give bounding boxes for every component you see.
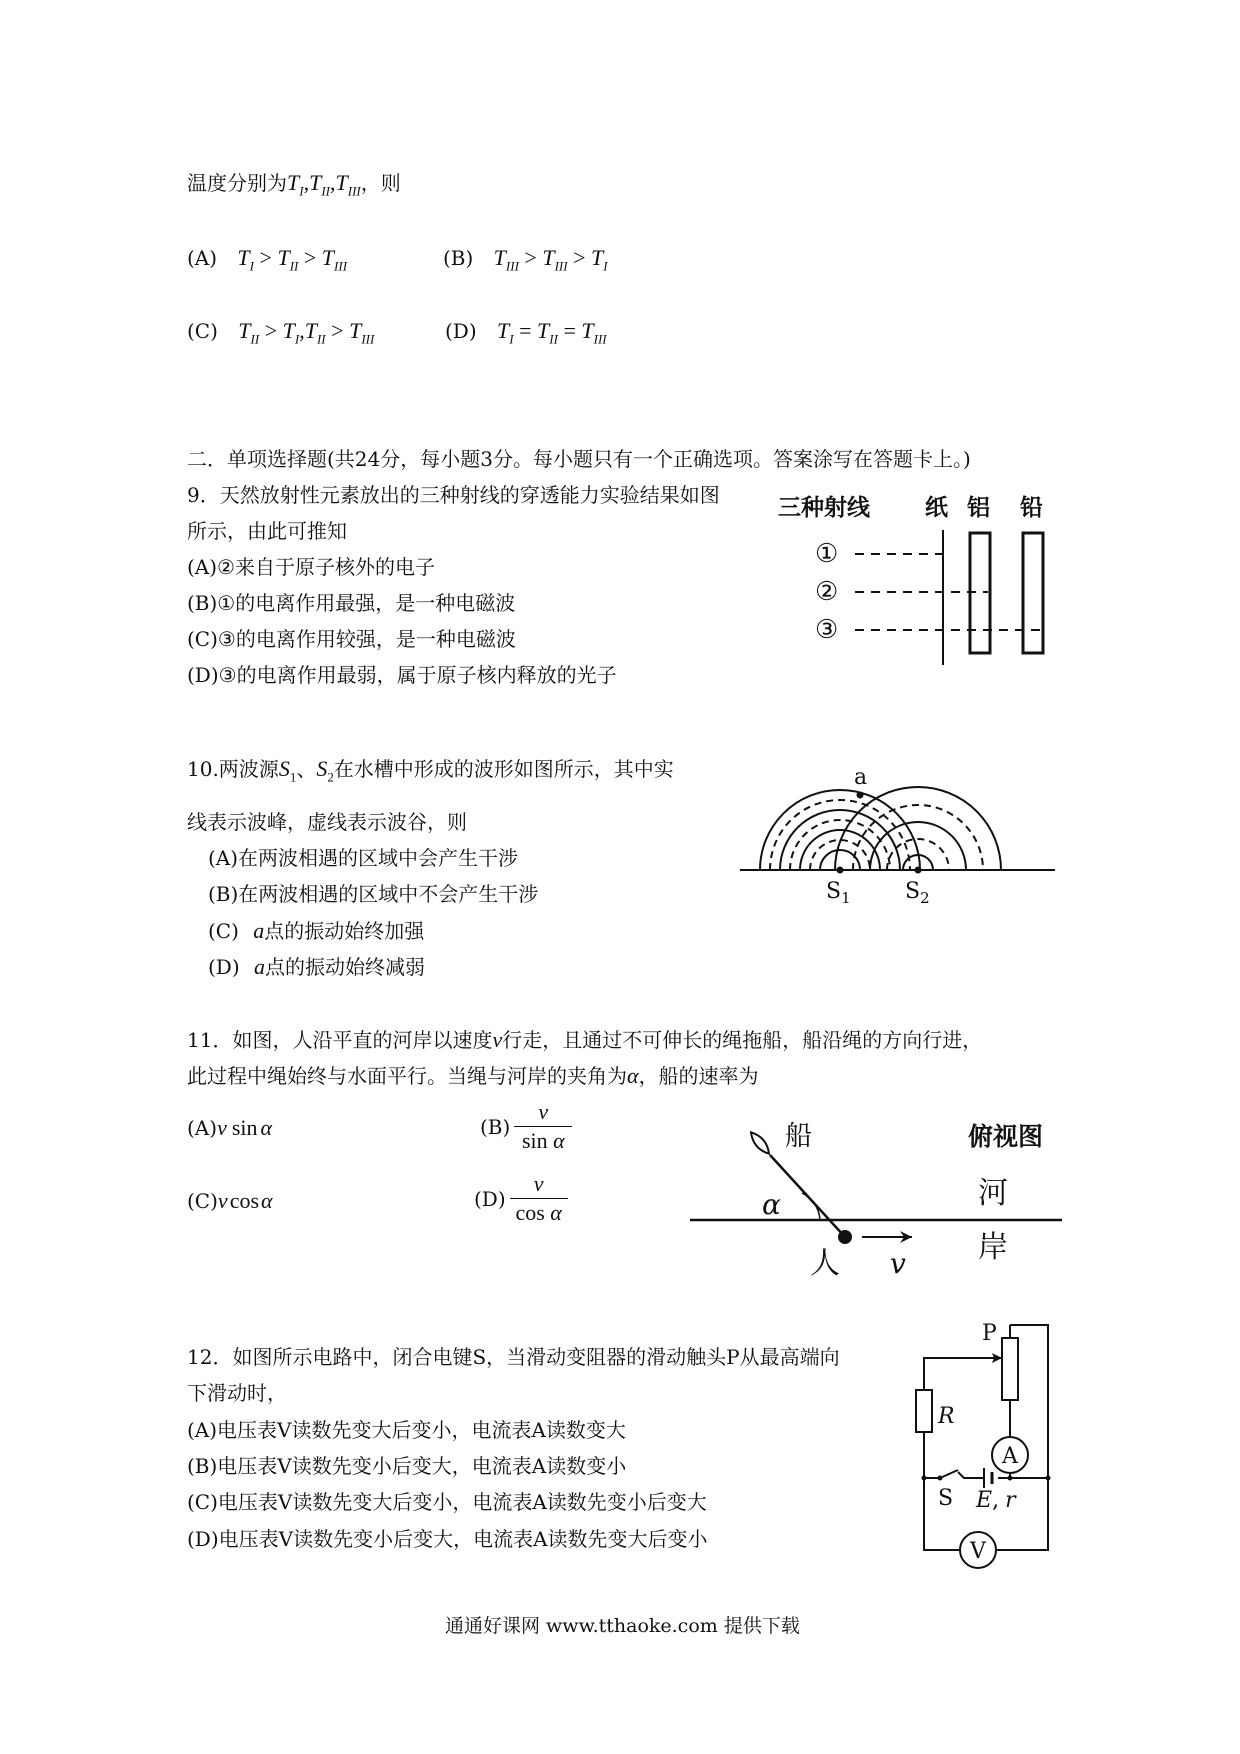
q9-fig-lead: 铅 (1020, 494, 1043, 521)
q10-option-d-label: (D) (208, 955, 240, 979)
q8-option-d-expr: $T_I = T_{II} = T_{III}$ (497, 318, 607, 347)
q11-option-b-fraction (514, 1100, 572, 1153)
q11-option-c-alpha: α (261, 1188, 273, 1213)
q10-sep: 、 (296, 757, 317, 781)
q9-line2: 所示，由此可推知 (187, 519, 347, 543)
q11-fig-river-label: 河 (978, 1176, 1008, 1211)
q12-option-b: (B)电压表V读数先变小后变大，电流表A读数变小 (187, 1454, 627, 1478)
q10-fig-waves-s1 (760, 790, 920, 870)
q10-line1-b: 在水槽中形成的波形如图所示，其中实 (333, 757, 674, 781)
q9-fig-ray3-label: ③ (815, 615, 839, 645)
q8-option-c (187, 318, 374, 347)
q12-fig-node-mid (1008, 1476, 1013, 1481)
q9-option-d: (D)③的电离作用最弱，属于原子核内释放的光子 (187, 663, 617, 687)
q11-option-d-num: v (533, 1171, 544, 1196)
q10-option-c (208, 918, 424, 944)
q9-fig-paper: 纸 (925, 494, 948, 521)
q8-stem-end: ，则 (360, 171, 401, 195)
q12-fig-label-p: P (982, 1321, 997, 1346)
q10-option-d (208, 954, 425, 980)
q11-option-c-v: v (217, 1188, 228, 1213)
q11-option-c-label: (C) (187, 1189, 218, 1213)
q11-line1-b: 行走，且通过不可伸长的绳拖船，船沿绳的方向行进， (502, 1028, 983, 1052)
q9-fig-ray2-label: ② (815, 577, 839, 607)
q9-fig-title: 三种射线 (778, 494, 870, 521)
q11-line1-a: 11．如图，人沿平直的河岸以速度 (187, 1028, 493, 1052)
q10-line1 (187, 756, 674, 785)
q11-fig-view-label: 俯视图 (968, 1122, 1044, 1151)
q11-option-d-bar (510, 1198, 568, 1199)
q11-option-a-label: (A) (187, 1116, 218, 1140)
q10-option-c-label: (C) (208, 919, 239, 943)
q9-fig-lead-plate (1023, 533, 1043, 653)
q11-fig-alpha: α (762, 1188, 781, 1221)
q12-option-d: (D)电压表V读数先变小后变大，电流表A读数先变大后变小 (187, 1527, 708, 1551)
q8-option-d-label: (D) (445, 319, 477, 343)
q11-alpha: α (627, 1063, 639, 1088)
q12-fig-switch-pivot (938, 1476, 943, 1481)
q11-v: v (492, 1027, 503, 1052)
q10-fig-s1-dot (837, 867, 844, 874)
q9-figure (770, 490, 1060, 670)
q11-fig-bank-label: 岸 (978, 1230, 1008, 1265)
q10-s2: $S_2$ (316, 756, 334, 785)
q8-option-a-expr: $T_I > T_{II} > T_{III}$ (237, 245, 348, 274)
q12-fig-ammeter-label: A (1002, 1444, 1018, 1469)
q11-option-a (187, 1115, 272, 1141)
q11-fig-boat-label: 船 (785, 1121, 812, 1152)
q8-option-c-expr: $T_{II} > T_I,T_{II} > T_{III}$ (238, 318, 375, 347)
q8-stem-t2: $T_{II}$ (309, 170, 331, 199)
q8-stem-text: 温度分别为 (187, 171, 287, 195)
q12-figure (910, 1310, 1060, 1564)
q12-fig-rheostat (1002, 1338, 1018, 1400)
q8-option-b (443, 245, 608, 274)
q10-option-d-var: a (254, 954, 265, 979)
q12-line2: 下滑动时， (187, 1381, 287, 1405)
q10-fig-point-a-dot (857, 792, 864, 799)
q10-fig-s1-trough2 (790, 820, 890, 870)
q11-option-b-num: v (538, 1099, 549, 1124)
q10-fig-s2-crest3 (835, 787, 1001, 870)
q10-option-d-text: 点的振动始终减弱 (265, 955, 425, 979)
q10-option-c-text: 点的振动始终加强 (264, 919, 425, 943)
q12-fig-label-r: R (938, 1404, 955, 1429)
q11-line1 (187, 1027, 982, 1053)
q11-figure (690, 1115, 1070, 1290)
q8-stem-t1: $T_I$ (287, 170, 304, 199)
section-heading: 二．单项选择题(共24分，每小题3分。每小题只有一个正确选项。答案涂写在答题卡上。) (187, 447, 971, 471)
q11-option-d-label: (D) (474, 1186, 506, 1211)
q12-fig-switch-blade (940, 1470, 958, 1478)
q11-option-b (480, 1100, 572, 1153)
q10-line1-a: 10.两波源 (187, 757, 279, 781)
q11-fig-v-label: v (890, 1247, 906, 1280)
q11-option-b-den: sin α (521, 1128, 565, 1154)
q11-option-c-fn: cos (229, 1188, 260, 1213)
q9-option-b: (B)①的电离作用最强，是一种电磁波 (187, 591, 516, 615)
q12-fig-node-left (922, 1476, 927, 1481)
q8-option-c-label: (C) (187, 319, 218, 343)
q11-line2-a: 此过程中绳始终与水面平行。当绳与河岸的夹角为 (187, 1064, 627, 1088)
q12-fig-label-s: S (938, 1486, 954, 1511)
q10-option-a: (A)在两波相遇的区域中会产生干涉 (208, 846, 519, 870)
q9-option-c: (C)③的电离作用较强，是一种电磁波 (187, 627, 516, 651)
q11-option-d-fraction (510, 1172, 568, 1225)
q11-option-a-fn: sin (231, 1115, 258, 1140)
q11-fig-person-label: 人 (810, 1246, 840, 1281)
q11-fig-person-dot (838, 1230, 852, 1244)
q11-option-d (474, 1172, 568, 1225)
q8-stem: 温度分别为$T_I,T_{II},T_{III}$，则 (187, 170, 401, 199)
q11-option-b-bar (514, 1126, 572, 1127)
q10-option-c-var: a (253, 918, 265, 943)
q10-option-b: (B)在两波相遇的区域中不会产生干涉 (208, 882, 539, 906)
q12-fig-node-right (1046, 1476, 1051, 1481)
q8-option-b-expr: $T_{III} > T_{III} > T_I$ (493, 245, 608, 274)
q10-s1: $S_1$ (278, 756, 297, 785)
q11-option-a-v: v (217, 1115, 227, 1140)
q8-option-b-label: (B) (443, 246, 474, 270)
q10-fig-s1-label: $S_1$ (826, 879, 851, 907)
footer: 通通好课网 www.tthaoke.com 提供下载 (445, 1615, 800, 1637)
q10-fig-waves-s2 (835, 787, 1001, 870)
q11-option-d-den: cos α (515, 1200, 562, 1226)
q9-fig-aluminum: 铝 (967, 494, 990, 521)
q12-fig-resistor (916, 1390, 932, 1432)
q12-fig-label-er: E, r (976, 1488, 1016, 1513)
q10-fig-s2-label: $S_2$ (905, 879, 930, 907)
q10-fig-point-a-label: a (854, 765, 868, 790)
q9-line1: 9．天然放射性元素放出的三种射线的穿透能力实验结果如图 (187, 483, 720, 507)
q12-option-a: (A)电压表V读数先变大后变小，电流表A读数变大 (187, 1418, 626, 1442)
q10-fig-s2-trough2 (853, 805, 983, 870)
q11-line2 (187, 1063, 759, 1089)
q8-option-a (187, 245, 347, 274)
q11-option-b-label: (B) (480, 1114, 511, 1139)
q8-option-a-label: (A) (187, 246, 218, 270)
q11-option-c (187, 1188, 273, 1214)
q11-line2-b: ，船的速率为 (638, 1064, 759, 1088)
q9-fig-ray1-label: ① (815, 539, 839, 569)
q10-line2: 线表示波峰，虚线表示波谷，则 (187, 810, 467, 834)
q12-option-c: (C)电压表V读数先变大后变小，电流表A读数先变小后变大 (187, 1490, 707, 1514)
q12-fig-wires (924, 1325, 1048, 1550)
q12-fig-voltmeter-label: V (970, 1539, 986, 1564)
q10-fig-s2-dot (915, 867, 922, 874)
q12-line1: 12．如图所示电路中，闭合电键S，当滑动变阻器的滑动触头P从最高端向 (187, 1345, 840, 1369)
q8-stem-t3: $T_{III}$ (335, 170, 361, 199)
q10-figure (740, 765, 1060, 910)
q8-option-d (445, 318, 607, 347)
q9-option-a: (A)②来自于原子核外的电子 (187, 555, 435, 579)
q11-fig-boat (748, 1129, 773, 1156)
q11-option-a-alpha: α (260, 1115, 273, 1140)
